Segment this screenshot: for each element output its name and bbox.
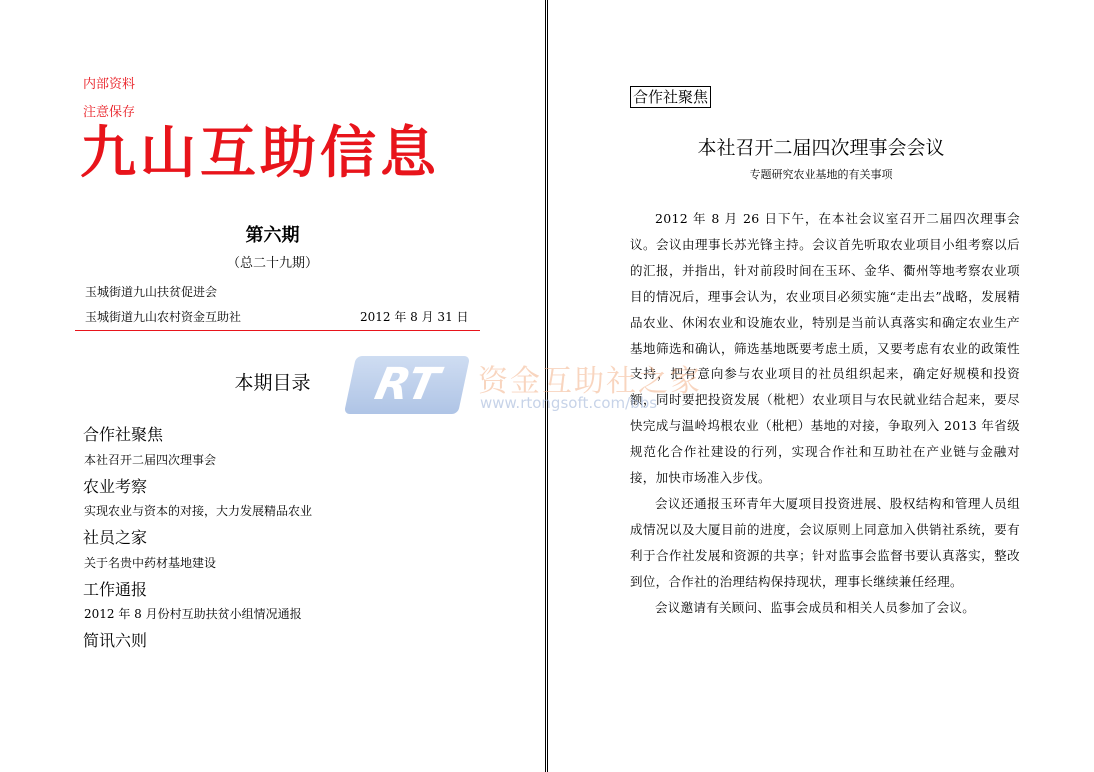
section-label: 合作社聚焦 <box>630 86 711 108</box>
article-paragraph: 会议邀请有关顾问、监事会成员和相关人员参加了会议。 <box>655 599 976 615</box>
toc-title: 本期目录 <box>234 372 311 394</box>
watermark-text: 资金互助社之家 <box>478 364 702 399</box>
toc-section-item: 本社召开二届四次理事会 <box>84 453 217 467</box>
toc-section-heading: 农业考察 <box>83 477 148 496</box>
article-subtitle: 专题研究农业基地的有关事项 <box>749 168 893 181</box>
rt-logo: RT <box>344 356 470 414</box>
toc-section-heading: 工作通报 <box>83 580 148 599</box>
toc-section-heading: 社员之家 <box>83 528 148 547</box>
article-paragraph: 2012 年 8 月 26 日下午，在本社会议室召开二届四次理事会议。会议由理事长苏光锋主持。会议首先听取农业项目小组考察以后的汇报，并指出，针对前段时间在玉环、金华、衢州等地考察农业项目的情况后，理事会认为，农业项目必须实施“走出去”战略，发展精品农业、休闲农业和设施农业，特别是当前认真落实和确定农业生产基地筛选和确认，筛选基地既要考虑土质，又要考虑有农业的政策性支持，把有意向参与农业项目的社员组织起来，确定好规模和投资额，同时要把投资发展（枇杷）农业项目与农民就业结合起来，要尽快完成与温岭坞根农业（枇杷）基地的对接，争取列入 2013 年省级规范化合作社建设的行列，实现合作社和互助社在产业链与金融对接，加快市场准入步伐。 <box>630 211 1020 486</box>
red-divider <box>75 330 480 331</box>
internal-material-label: 内部资料 <box>83 77 136 92</box>
issue-number: 第六期 <box>245 225 300 246</box>
article-body <box>630 206 1020 621</box>
issue-total-number: （总二十九期） <box>226 256 318 271</box>
toc-section-heading: 合作社聚焦 <box>83 425 164 444</box>
article-page <box>547 0 1094 772</box>
toc-section-item: 实现农业与资本的对接，大力发展精品农业 <box>84 504 313 518</box>
cover-page <box>0 0 546 772</box>
publication-date: 2012 年 8 月 31 日 <box>360 310 469 324</box>
article-paragraph: 会议还通报玉环青年大厦项目投资进展、股权结构和管理人员组成情况以及大厦目前的进度，会议原则上同意加入供销社系统，要有利于合作社发展和资源的共享；针对监事会监督书要认真落实，整改到位，合作社的治理结构保持现状，理事长继续兼任经理。 <box>630 495 1020 589</box>
toc-section-heading: 简讯六则 <box>83 631 148 650</box>
publisher-org-2: 玉城街道九山农村资金互助社 <box>85 310 242 324</box>
article-title: 本社召开二届四次理事会会议 <box>697 137 945 159</box>
toc-section-item: 2012 年 8 月份村互助扶贫小组情况通报 <box>84 607 302 621</box>
keep-safe-label: 注意保存 <box>83 105 136 120</box>
watermark-url: www.rtongsoft.com/bbs <box>480 394 658 412</box>
newsletter-masthead: 九山互助信息 <box>80 121 440 186</box>
toc-section-item: 关于名贵中药材基地建设 <box>84 556 217 570</box>
publisher-org-1: 玉城街道九山扶贫促进会 <box>85 285 218 299</box>
